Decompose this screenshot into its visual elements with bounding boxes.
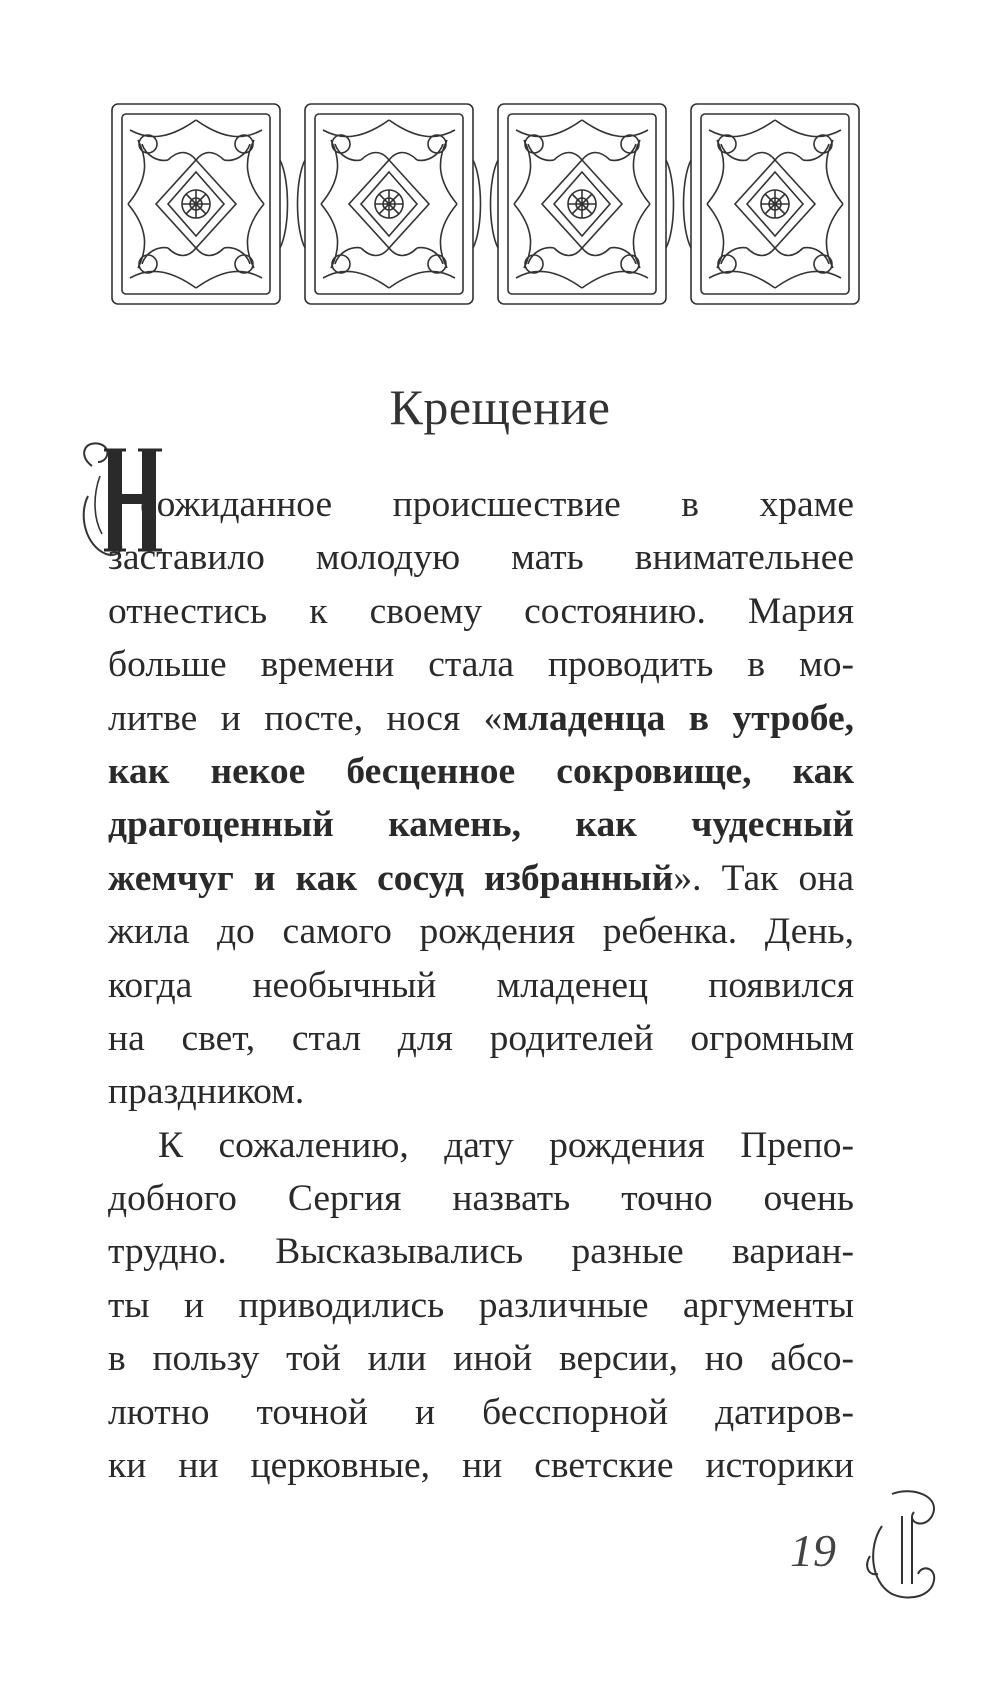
chapter-title: Крещение (389, 379, 611, 435)
text-line (108, 798, 854, 851)
page-number: 19 (790, 1525, 836, 1576)
bold-text-segment: жемчуг и как сосуд избранный (108, 857, 674, 899)
text-segment: больше времени стала проводить в мо- (108, 644, 854, 686)
text-line (108, 638, 854, 691)
text-segment: на свет, стал для родителей огромным (108, 1017, 854, 1059)
text-line (108, 1279, 854, 1332)
text-line (108, 745, 854, 798)
text-line (108, 1225, 854, 1278)
text-segment: ». Так она (673, 857, 854, 899)
text-line (108, 1386, 854, 1439)
bold-text-segment: драгоценный камень, как чудесный (108, 804, 854, 846)
text-segment: ты и приводились различные аргументы (108, 1284, 854, 1326)
text-segment: когда необычный младенец появился (108, 964, 854, 1006)
text-segment: литве и посте, нося « (108, 697, 503, 739)
text-segment: К сожалению, дату рождения Препо- (158, 1124, 854, 1166)
text-line (108, 1065, 854, 1118)
text-segment: трудно. Высказывались разные вариан- (108, 1231, 854, 1273)
text-line (108, 1119, 854, 1172)
text-line (108, 905, 854, 958)
text-line (108, 1012, 854, 1065)
text-segment: жила до самого рождения ребенка. День, (108, 911, 854, 953)
text-line (108, 692, 854, 745)
text-segment: лютно точной и бесспорной датиров- (108, 1391, 854, 1433)
text-line (108, 585, 854, 638)
text-line (108, 478, 854, 531)
text-segment: заставило молодую мать внимательнее (108, 537, 854, 579)
text-line (108, 852, 854, 905)
text-line (108, 959, 854, 1012)
corner-flourish-ornament (862, 1486, 952, 1606)
text-segment: в пользу той или иной версии, но абсо- (108, 1338, 854, 1380)
text-line (108, 1172, 854, 1225)
header-ornament-band (108, 100, 862, 308)
text-line (108, 1439, 854, 1492)
text-line (108, 531, 854, 584)
text-segment: ки ни церковные, ни светские историки (108, 1445, 854, 1487)
text-segment: добного Сергия назвать точно очень (108, 1178, 854, 1220)
bold-text-segment: как некое бесценное сокровище, как (108, 750, 854, 792)
bold-text-segment: младенца в утробе, (502, 697, 854, 739)
body-text (108, 478, 854, 1492)
text-segment: праздником. (108, 1071, 305, 1113)
text-segment: отнестись к своему состоянию. Мария (108, 590, 854, 632)
text-segment: еожиданное происшествие в храме (140, 484, 854, 525)
text-line (108, 1332, 854, 1385)
